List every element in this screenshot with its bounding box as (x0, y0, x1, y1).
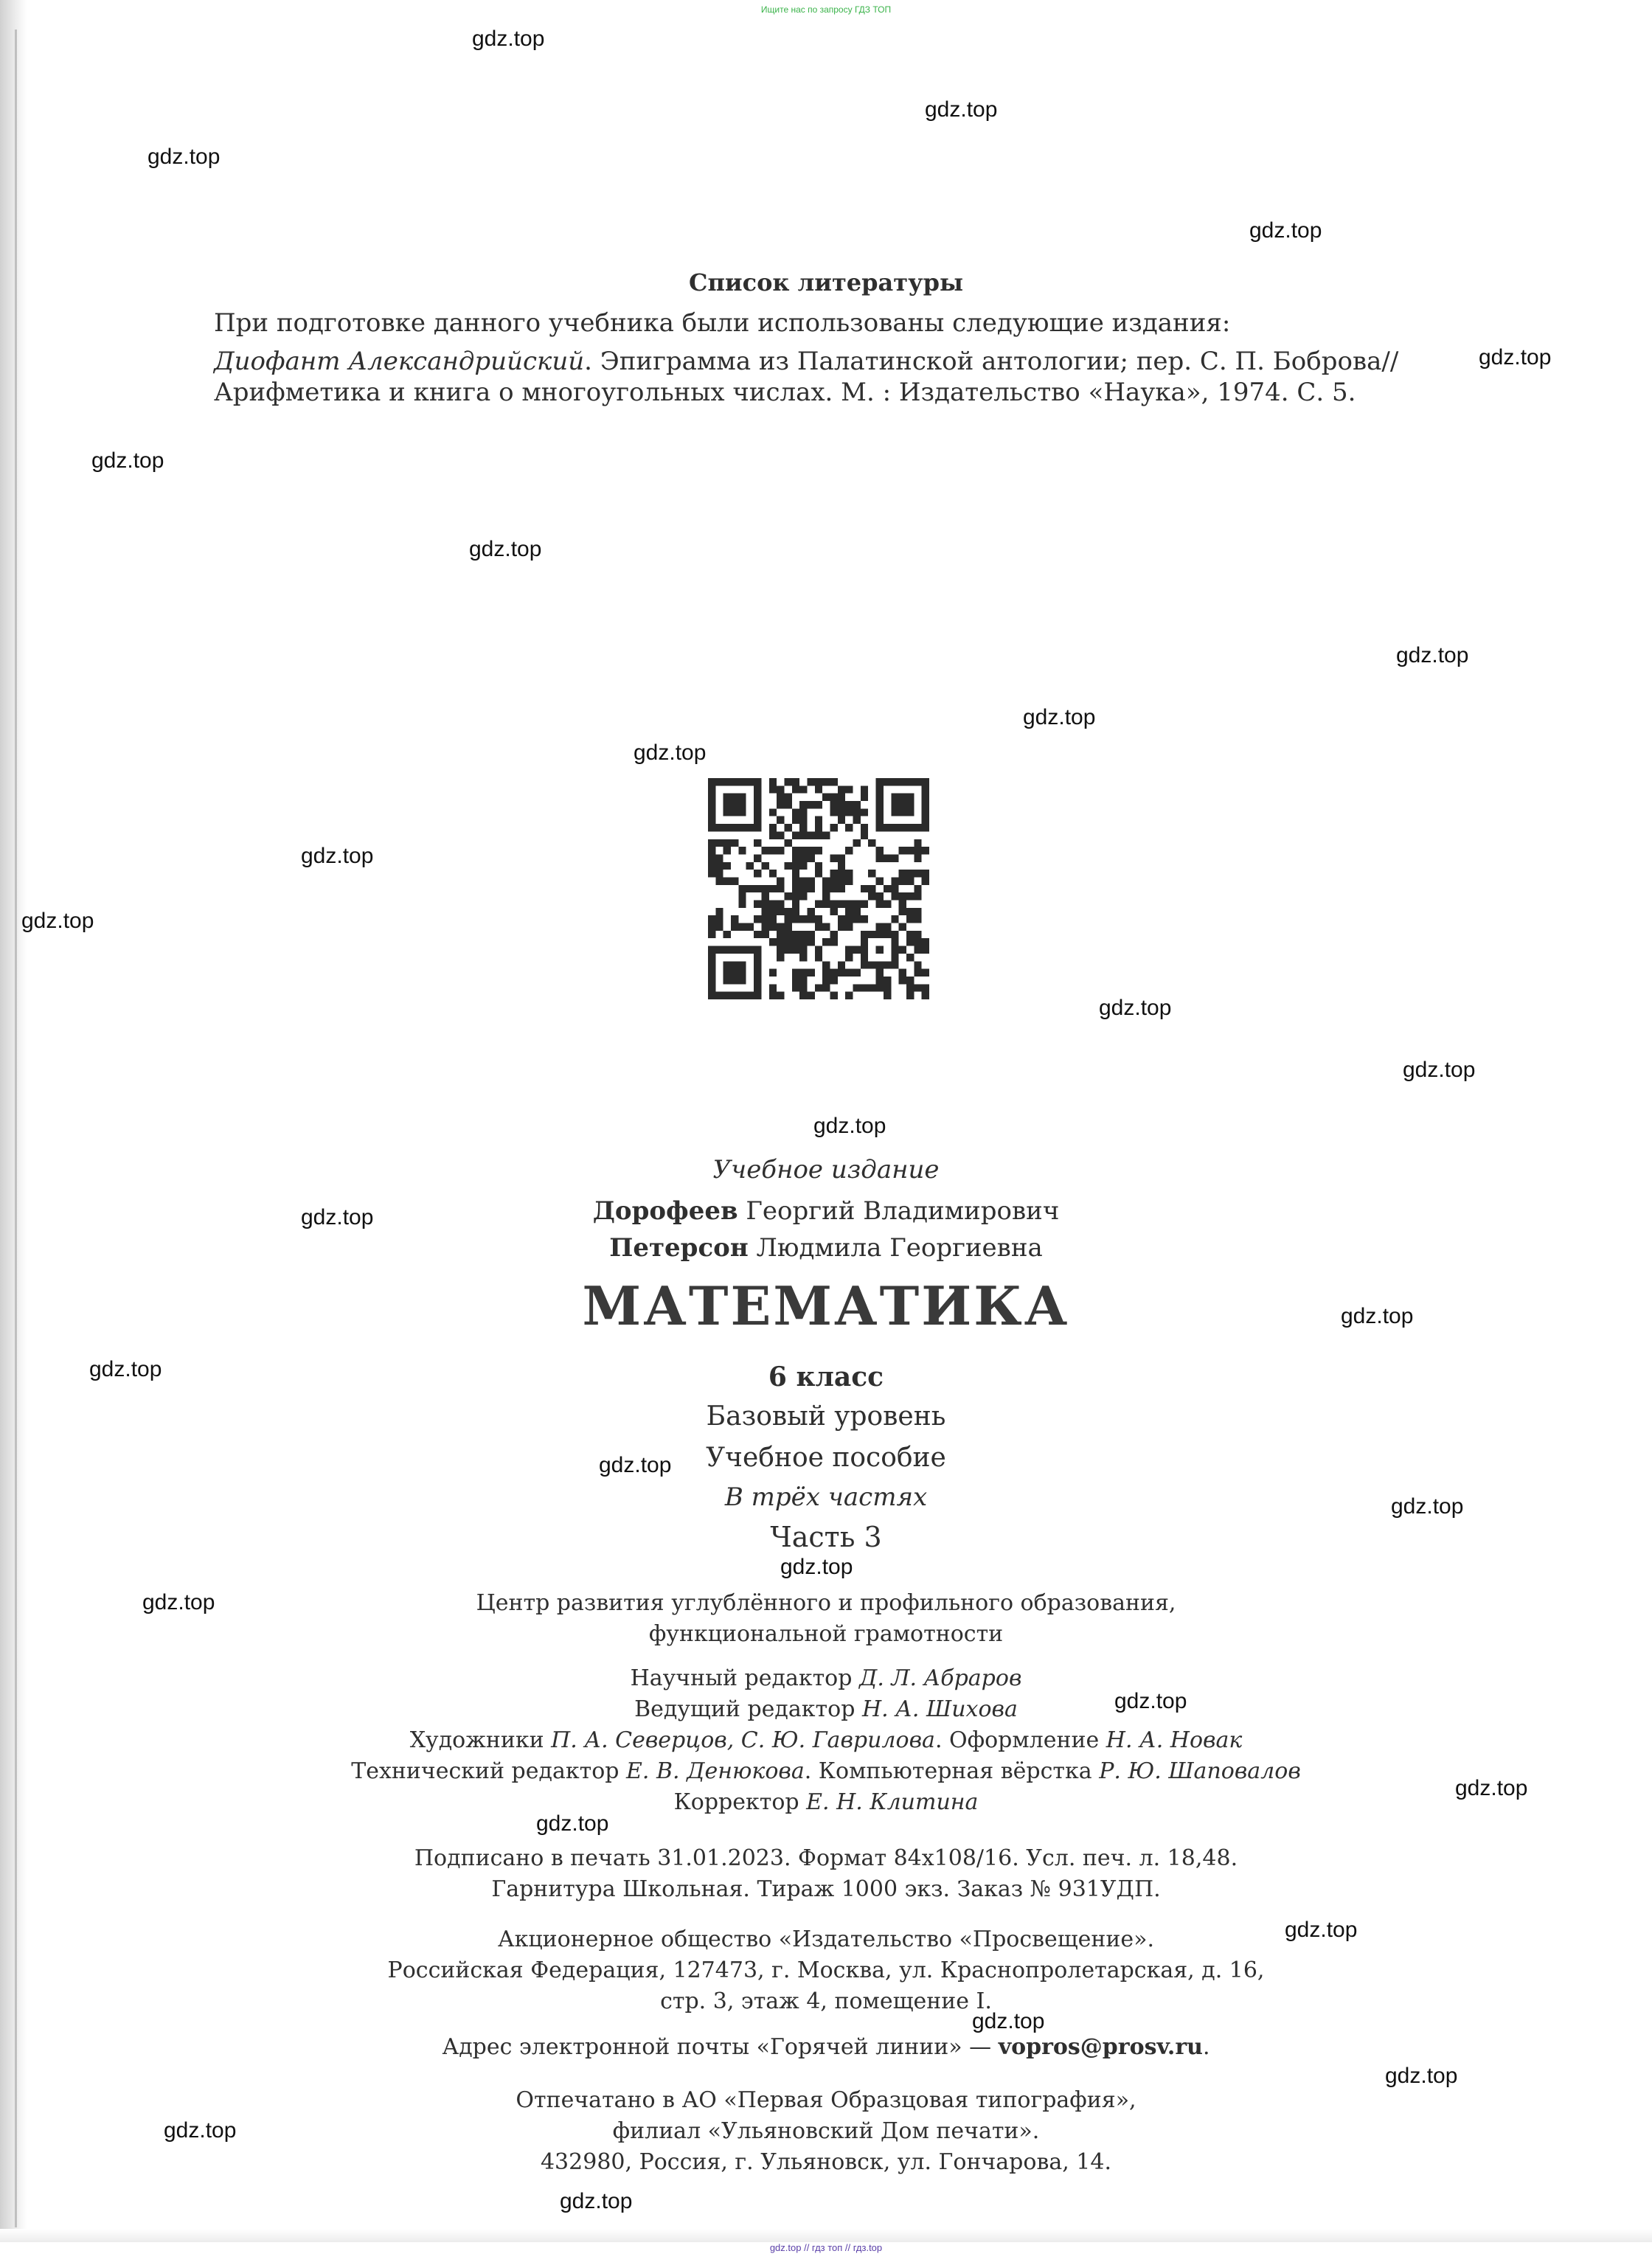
watermark: gdz.top (1099, 996, 1172, 1020)
watermark: gdz.top (1249, 218, 1322, 243)
book-kind: Учебное пособие (706, 1443, 946, 1473)
watermark: gdz.top (472, 27, 545, 51)
bibliography-intro: При подготовке данного учебника были использованы следующие издания: (214, 308, 1231, 338)
watermark: gdz.top (925, 97, 998, 122)
publisher-line-2: Российская Федерация, 127473, г. Москва, ул. Краснопролетарская, д. 16, (387, 1957, 1265, 1983)
watermark: gdz.top (148, 145, 221, 169)
watermark: gdz.top (813, 1114, 886, 1138)
watermark: gdz.top (91, 448, 164, 473)
printed-line-3: 432980, Россия, г. Ульяновск, ул. Гончарова, 14. (540, 2149, 1112, 2175)
watermark: gdz.top (536, 1811, 609, 1836)
artists-names: П. А. Северцов, С. Ю. Гаврилова (551, 1727, 935, 1753)
lead-editor-name: Н. А. Шихова (861, 1696, 1018, 1722)
corrector-label: Корректор (673, 1789, 807, 1815)
watermark: gdz.top (1023, 705, 1096, 729)
center-line-1: Центр развития углублённого и профильного образования, (476, 1590, 1176, 1616)
print-info-1: Подписано в печать 31.01.2023. Формат 84x108/16. Усл. печ. л. 18,48. (414, 1845, 1238, 1871)
watermark: gdz.top (1341, 1304, 1414, 1328)
design-name: Н. А. Новак (1106, 1727, 1243, 1753)
lead-editor-label: Ведущий редактор (634, 1696, 862, 1722)
hotline-email (0, 2034, 1652, 2060)
scientific-editor-label: Научный редактор (630, 1665, 859, 1691)
watermark: gdz.top (469, 537, 542, 561)
watermark: gdz.top (1391, 1494, 1464, 1519)
level: Базовый уровень (706, 1401, 946, 1432)
book-title: МАТЕМАТИКА (582, 1274, 1070, 1337)
bibliography-entry-line-2: Арифметика и книга о многоугольных числах. М. : Издательство «Наука», 1974. С. 5. (214, 378, 1356, 407)
bibliography-entry-line-1 (214, 347, 1398, 376)
corrector-name: Е. Н. Клитина (806, 1789, 979, 1815)
hotline-email-end: . (1202, 2034, 1210, 2060)
bibliography-title: Список литературы (688, 268, 964, 296)
layout-label: . Компьютерная вёрстка (804, 1758, 1100, 1784)
technical-editor (0, 1758, 1652, 1784)
author-1-surname: Дорофеев (592, 1196, 738, 1226)
watermark: gdz.top (780, 1555, 853, 1579)
author-2-name: Людмила Георгиевна (748, 1233, 1043, 1263)
watermark: gdz.top (1403, 1058, 1476, 1082)
hotline-email-label: Адрес электронной почты «Горячей линии» — (442, 2034, 999, 2060)
watermark: gdz.top (1479, 345, 1552, 370)
hotline-email-address: vopros@prosv.ru (998, 2034, 1203, 2060)
publisher-line-1: Акционерное общество «Издательство «Просвещение». (497, 1926, 1155, 1952)
design-label: . Оформление (934, 1727, 1106, 1753)
part-number: Часть 3 (770, 1521, 882, 1553)
watermark: gdz.top (560, 2189, 633, 2213)
author-2 (0, 1233, 1652, 1263)
layout-name: Р. Ю. Шаповалов (1099, 1758, 1301, 1784)
artists (0, 1727, 1652, 1753)
scientific-editor (0, 1665, 1652, 1691)
qr-code-icon (708, 778, 929, 999)
center-line-2: функциональной грамотности (648, 1621, 1004, 1647)
watermark: gdz.top (301, 1205, 374, 1229)
technical-editor-label: Технический редактор (351, 1758, 626, 1784)
author-1-name: Георгий Владимирович (738, 1196, 1060, 1226)
printed-line-1: Отпечатано в АО «Первая Образцовая типография», (516, 2087, 1136, 2113)
printed-line-2: филиал «Ульяновский Дом печати». (612, 2118, 1040, 2144)
watermark: gdz.top (599, 1453, 672, 1477)
watermark: gdz.top (1385, 2064, 1458, 2088)
grade: 6 класс (768, 1362, 884, 1392)
watermark: gdz.top (1455, 1776, 1528, 1800)
watermark: gdz.top (301, 844, 374, 868)
author-1 (0, 1196, 1652, 1226)
header-note: Ищите нас по запросу ГДЗ ТОП (760, 4, 892, 15)
edition-type: Учебное издание (712, 1155, 940, 1184)
watermark: gdz.top (164, 2118, 237, 2143)
watermark: gdz.top (1285, 1918, 1358, 1942)
print-info-2: Гарнитура Школьная. Тираж 1000 экз. Заказ № 931УДП. (491, 1876, 1161, 1902)
corrector (0, 1789, 1652, 1815)
watermark: gdz.top (972, 2009, 1045, 2033)
scientific-editor-name: Д. Л. Абраров (858, 1665, 1022, 1691)
watermark: gdz.top (89, 1357, 162, 1381)
lead-editor (0, 1696, 1652, 1722)
bibliography-entry-text: . Эпиграмма из Палатинской антологии; пер. С. П. Боброва// (584, 347, 1399, 376)
page-bottom-edge (0, 2229, 1652, 2242)
watermark: gdz.top (21, 909, 94, 933)
technical-editor-name: Е. В. Денюкова (626, 1758, 805, 1784)
publisher-line-3: стр. 3, этаж 4, помещение I. (660, 1988, 992, 2014)
watermark: gdz.top (1114, 1689, 1187, 1713)
footer-note: gdz.top // гдз топ // гдз.top (769, 2242, 883, 2253)
watermark: gdz.top (634, 740, 707, 765)
author-2-surname: Петерсон (609, 1233, 749, 1263)
watermark: gdz.top (142, 1590, 215, 1614)
parts-count: В трёх частях (724, 1482, 928, 1512)
watermark: gdz.top (1396, 643, 1469, 667)
bibliography-entry-author: Диофант Александрийский (214, 347, 585, 376)
artists-label: Художники (409, 1727, 552, 1753)
